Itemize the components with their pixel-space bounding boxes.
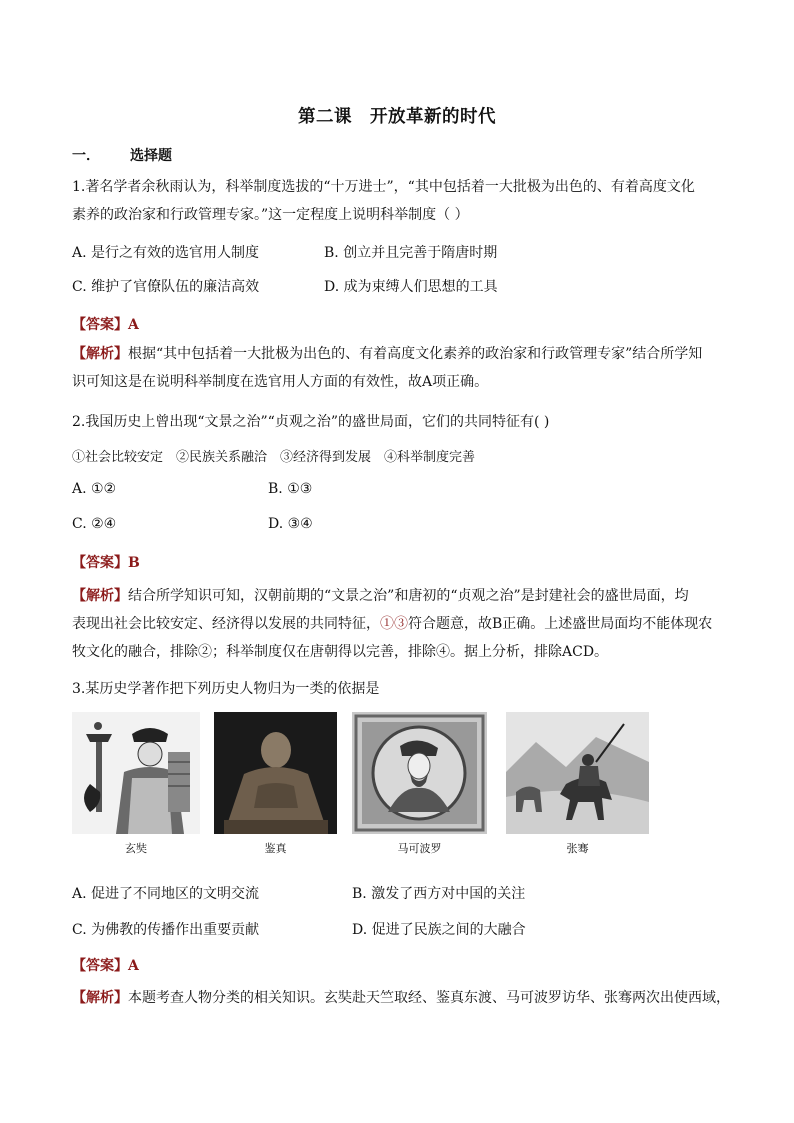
q1-option-c: C. 维护了官僚队伍的廉洁高效 bbox=[72, 279, 260, 295]
q3-option-a: A. 促进了不同地区的文明交流 bbox=[72, 886, 260, 902]
q2-stem: 2.我国历史上曾出现“文景之治”“贞观之治”的盛世局面，它们的共同特征有( ) bbox=[72, 414, 550, 430]
q1-stem-line2: 素养的政治家和行政管理专家。”这一定程度上说明科举制度（ ） bbox=[72, 207, 469, 223]
caption-zhang-qian: 张骞 bbox=[566, 842, 589, 855]
q2-analysis-text2a: 表现出社会比较安定、经济得以发展的共同特征， bbox=[72, 616, 380, 632]
jianzhen-image bbox=[214, 712, 337, 834]
q2-analysis-line1 bbox=[72, 582, 689, 610]
q2-analysis-tag: 【解析】 bbox=[72, 588, 128, 604]
q3-analysis-tag: 【解析】 bbox=[72, 990, 128, 1006]
q1-analysis-tag: 【解析】 bbox=[72, 346, 128, 362]
q2-option-c: C. ②④ bbox=[72, 516, 117, 532]
q3-option-b: B. 激发了西方对中国的关注 bbox=[352, 886, 526, 902]
q1-analysis-text1: 根据“其中包括着一大批极为出色的、有着高度文化素养的政治家和行政管理专家”结合所学知 bbox=[128, 346, 703, 362]
section-number: 一． bbox=[72, 148, 100, 164]
caption-xuanzang: 玄奘 bbox=[125, 842, 147, 855]
q2-analysis-text2c: 符合题意，故B正确。上述盛世局面均不能体现农 bbox=[408, 616, 713, 632]
q2-analysis-line3: 牧文化的融合，排除②；科举制度仅在唐朝得以完善，排除④。据上分析，排除ACD。 bbox=[72, 644, 609, 660]
q3-analysis-line1 bbox=[72, 984, 730, 1012]
section-label: 选择题 bbox=[130, 148, 172, 164]
q3-analysis-text1: 本题考查人物分类的相关知识。玄奘赴天竺取经、鉴真东渡、马可波罗访华、张骞两次出使西域， bbox=[128, 990, 730, 1006]
q3-option-d: D. 促进了民族之间的大融合 bbox=[352, 922, 526, 938]
q1-analysis-line1 bbox=[72, 340, 702, 368]
q1-option-b: B. 创立并且完善于隋唐时期 bbox=[324, 245, 498, 261]
q2-option-b: B. ①③ bbox=[268, 481, 313, 497]
q1-analysis-line2: 识可知这是在说明科举制度在选官用人方面的有效性，故A项正确。 bbox=[72, 374, 489, 390]
q2-answer: 【答案】B bbox=[72, 555, 140, 571]
page-title: 第二课 开放革新的时代 bbox=[298, 107, 496, 127]
q1-option-a: A. 是行之有效的选官用人制度 bbox=[72, 245, 260, 261]
q3-answer: 【答案】A bbox=[72, 958, 139, 974]
marco-polo-image bbox=[352, 712, 487, 834]
caption-jianzhen: 鉴真 bbox=[264, 842, 287, 855]
zhang-qian-image bbox=[506, 712, 649, 834]
q1-option-d: D. 成为束缚人们思想的工具 bbox=[324, 279, 498, 295]
q3-stem: 3.某历史学著作把下列历史人物归为一类的依据是 bbox=[72, 681, 380, 697]
q3-option-c: C. 为佛教的传播作出重要贡献 bbox=[72, 922, 260, 938]
q2-option-a: A. ①② bbox=[72, 481, 117, 497]
q2-analysis-highlight: ①③ bbox=[380, 616, 408, 632]
q2-option-d: D. ③④ bbox=[268, 516, 313, 532]
q2-items: ①社会比较安定 ②民族关系融洽 ③经济得到发展 ④科举制度完善 bbox=[72, 450, 476, 465]
q1-stem-line1: 1.著名学者余秋雨认为，科举制度选拔的“十万进士”，“其中包括着一大批极为出色的、有着高度文化 bbox=[72, 179, 695, 195]
q2-analysis-line2 bbox=[72, 610, 712, 638]
q2-analysis-text1: 结合所学知识可知，汉朝前期的“文景之治”和唐初的“贞观之治”是封建社会的盛世局面，均 bbox=[128, 588, 689, 604]
xuanzang-image bbox=[72, 712, 200, 834]
section-heading bbox=[72, 145, 172, 165]
caption-marco-polo: 马可波罗 bbox=[397, 842, 442, 855]
q1-answer: 【答案】A bbox=[72, 317, 139, 333]
